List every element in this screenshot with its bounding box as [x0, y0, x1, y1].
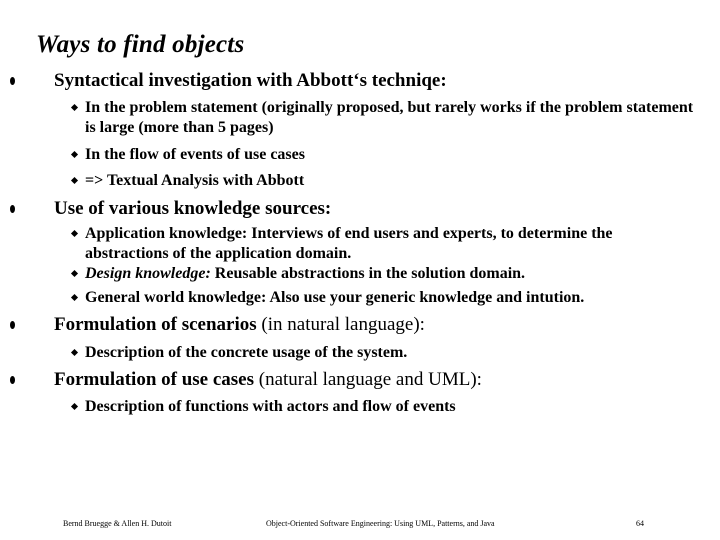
- list-item-text: In the problem statement (originally proposed, but rarely works if the problem statement is large (more than 5 pages): [85, 99, 694, 136]
- section-scenarios: [0, 314, 720, 338]
- section-heading: Syntactical investigation with Abbott‘s techniqe:: [54, 70, 447, 91]
- term-description: Reusable abstractions in the solution domain.: [214, 265, 526, 282]
- list-item-text: [85, 264, 697, 284]
- term-label: Application knowledge:: [85, 225, 252, 242]
- list-item-text: [85, 288, 697, 308]
- list-item: [0, 224, 720, 266]
- bullet-square-icon: [71, 270, 78, 277]
- section-heading: Use of various knowledge sources:: [54, 198, 332, 219]
- term-description: Also use your generic knowledge and intution.: [269, 289, 585, 306]
- section-heading: [54, 369, 482, 391]
- bullet-diamond-icon: [10, 205, 15, 213]
- section-heading-rest: (in natural language):: [256, 314, 425, 335]
- bullet-square-icon: [71, 403, 78, 410]
- list-item-text: [85, 224, 697, 264]
- term-label: Design knowledge:: [85, 265, 215, 282]
- section-heading-bold: Formulation of scenarios: [54, 314, 257, 335]
- list-item-text: Description of the concrete usage of the system.: [85, 344, 408, 361]
- list-item: [0, 397, 720, 419]
- list-item: [0, 264, 720, 286]
- bullet-square-icon: [71, 294, 78, 301]
- footer-page-number: 64: [636, 519, 644, 528]
- footer-book-title: Object-Oriented Software Engineering: Using UML, Patterns, and Java: [266, 519, 495, 528]
- bullet-square-icon: [71, 177, 78, 184]
- list-item: [0, 171, 720, 193]
- section-syntactical: [0, 70, 720, 94]
- section-heading-rest: (natural language and UML):: [254, 369, 482, 390]
- footer-authors: Bernd Bruegge & Allen H. Dutoit: [63, 519, 172, 528]
- section-knowledge-sources: [0, 198, 720, 222]
- section-heading: [54, 314, 425, 336]
- list-item-text: In the flow of events of use cases: [85, 146, 305, 163]
- bullet-diamond-icon: [10, 376, 15, 384]
- list-item: [0, 288, 720, 310]
- bullet-square-icon: [71, 349, 78, 356]
- term-label: General world knowledge:: [85, 289, 270, 306]
- term-description: Interviews of end users and experts, to determine the abstractions of the application domain.: [85, 225, 613, 262]
- bullet-square-icon: [71, 104, 78, 111]
- section-use-cases: [0, 369, 720, 393]
- slide-title: Ways to find objects: [36, 31, 245, 58]
- bullet-diamond-icon: [10, 321, 15, 329]
- list-item-text: => Textual Analysis with Abbott: [85, 172, 305, 189]
- list-item: [0, 98, 720, 140]
- bullet-diamond-icon: [10, 77, 15, 85]
- bullet-square-icon: [71, 230, 78, 237]
- section-heading-bold: Formulation of use cases: [54, 369, 255, 390]
- list-item: [0, 343, 720, 365]
- list-item-text: Description of functions with actors and flow of events: [85, 398, 456, 415]
- list-item: [0, 145, 720, 167]
- bullet-square-icon: [71, 151, 78, 158]
